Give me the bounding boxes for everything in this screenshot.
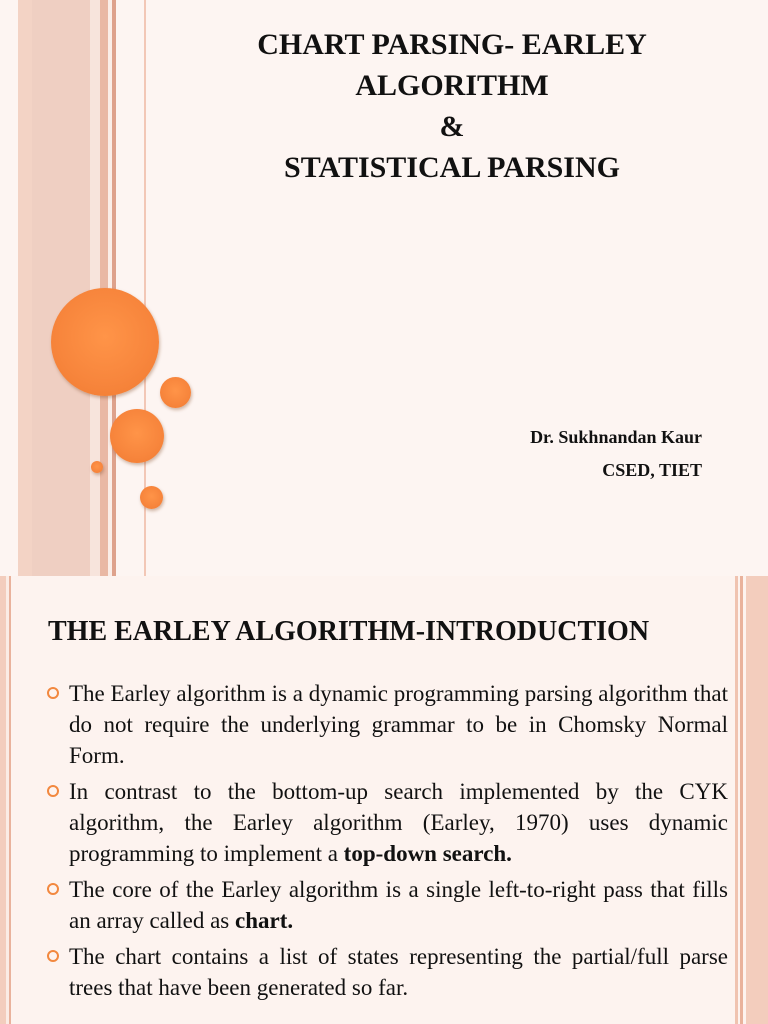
decor-band	[18, 0, 32, 576]
decor-band	[740, 576, 743, 1024]
decor-band	[32, 0, 90, 576]
decor-circle-large	[51, 288, 159, 396]
content-slide	[0, 576, 768, 1024]
bullet-bold-text: chart.	[235, 908, 294, 933]
title-line: &	[439, 110, 465, 143]
bullet-item	[46, 874, 728, 936]
title-line: STATISTICAL PARSING	[284, 151, 620, 184]
bullet-bold-text: top-down search.	[343, 841, 512, 866]
author-name: Dr. Sukhnandan Kaur	[530, 427, 702, 447]
decor-band	[9, 576, 11, 1024]
slide-heading: THE EARLEY ALGORITHM-INTRODUCTION	[48, 616, 650, 647]
bullet-item	[46, 776, 728, 869]
bullet-item	[46, 941, 728, 1003]
decor-band	[735, 576, 738, 1024]
decor-circle	[160, 377, 191, 408]
decor-circle	[110, 409, 164, 463]
bullet-text: The core of the Earley algorithm is a single left-to-right pass that fills an array called as	[69, 877, 728, 933]
decor-band	[746, 576, 768, 1024]
bullet-circle-icon	[47, 785, 59, 797]
slide-title	[212, 24, 692, 188]
decor-circle	[140, 486, 163, 509]
bullet-text: The chart contains a list of states representing the partial/full parse trees that have been generated so far.	[69, 944, 728, 1000]
bullet-circle-icon	[47, 687, 59, 699]
bullet-text: The Earley algorithm is a dynamic programming parsing algorithm that do not require the underlying grammar to be in Chomsky Normal Form.	[69, 681, 728, 768]
bullet-circle-icon	[47, 950, 59, 962]
decor-circle-small	[91, 461, 103, 473]
bullet-text: In contrast to the bottom-up search implemented by the CYK algorithm, the Earley algorithm (Earley, 1970) uses dynamic programming to implement a	[69, 779, 728, 866]
author-affiliation: CSED, TIET	[602, 460, 702, 480]
bullet-item	[46, 678, 728, 771]
title-line: ALGORITHM	[355, 69, 549, 102]
bullet-circle-icon	[47, 883, 59, 895]
bullet-list	[46, 678, 728, 1008]
title-line: CHART PARSING- EARLEY	[257, 28, 647, 61]
